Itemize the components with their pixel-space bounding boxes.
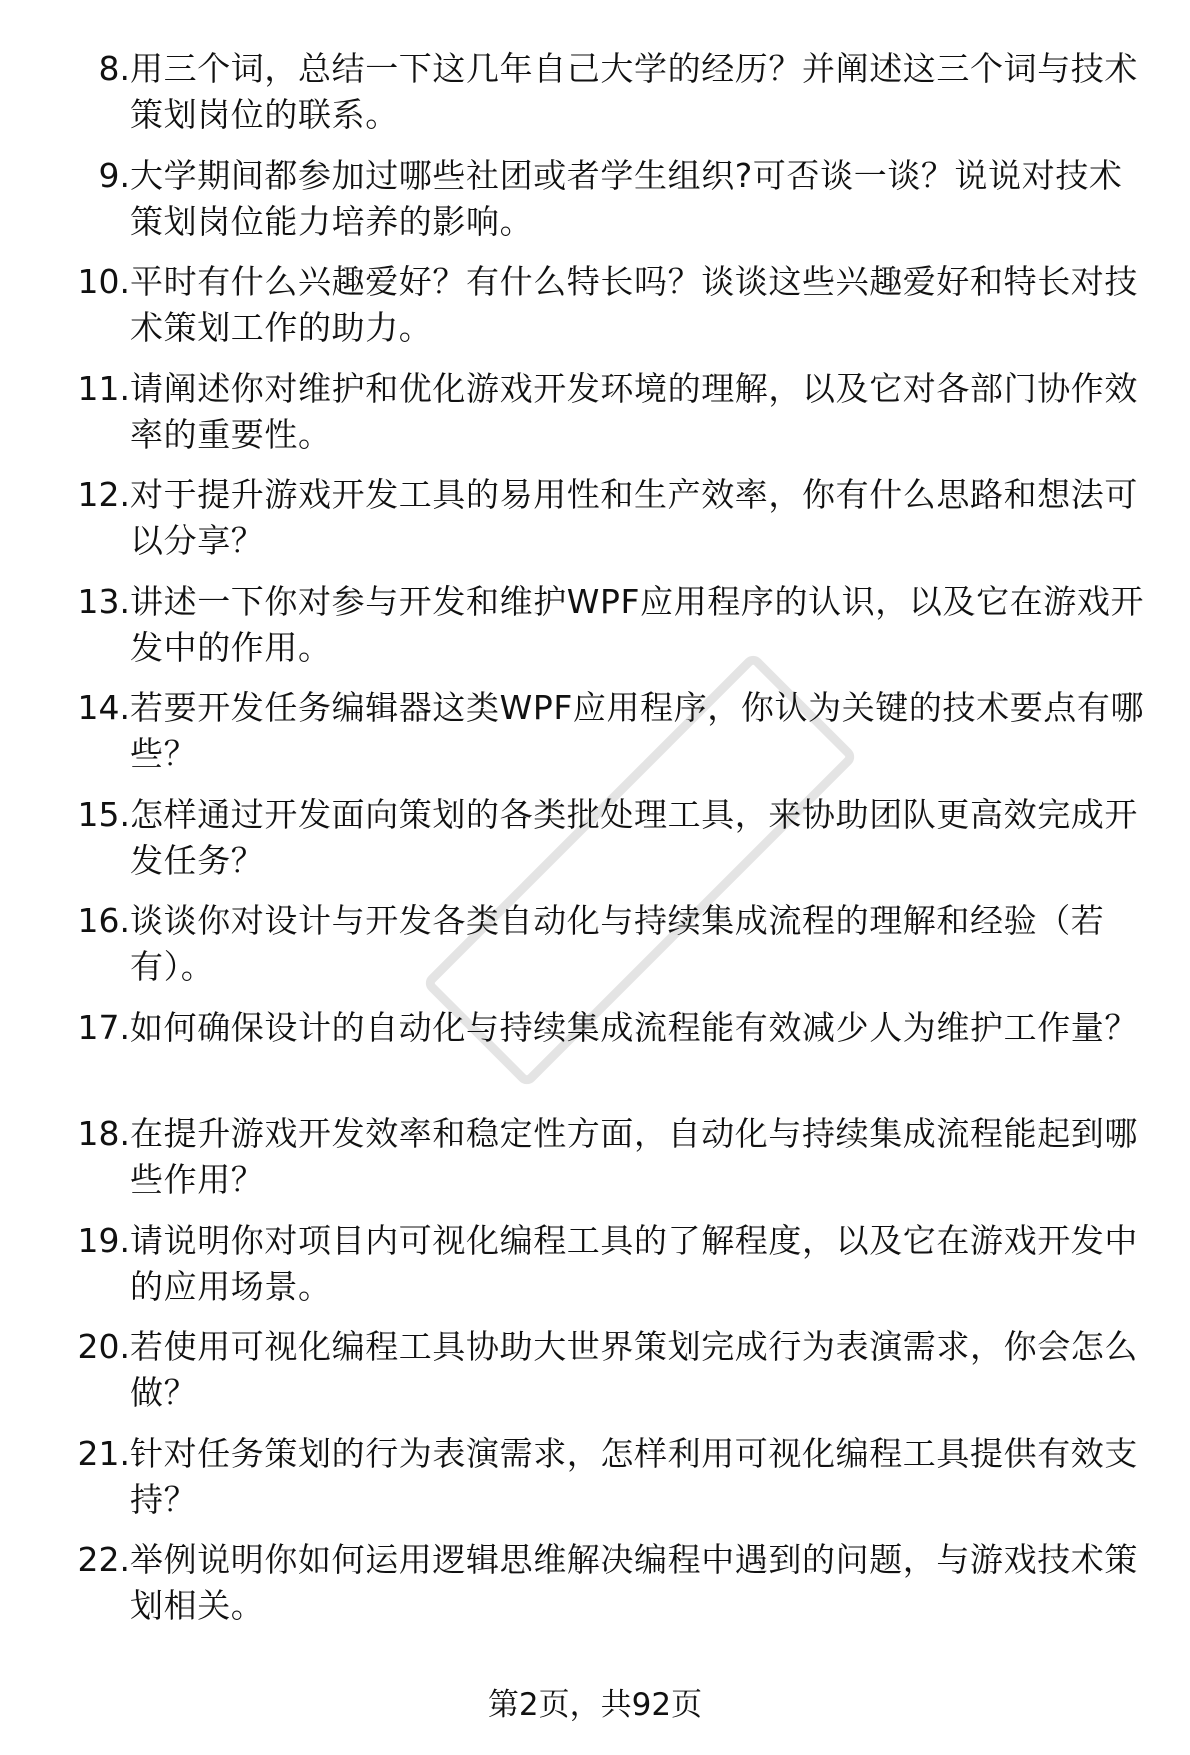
question-number: 16. [77,901,130,940]
list-item [58,579,1148,672]
question-number: 13. [77,581,130,621]
question-number: 10. [77,262,130,301]
list-item [58,1324,1148,1417]
question-number: 22. [77,1540,130,1579]
question-number: 15. [77,794,130,834]
question-text: 谈谈你对设计与开发各类自动化与持续集成流程的理解和经验（若有）。 [130,901,1105,986]
question-text: 若使用可视化编程工具协助大世界策划完成行为表演需求，你会怎么做？ [130,1327,1138,1412]
question-number: 18. [77,1114,130,1153]
list-item [58,898,1148,991]
question-text: 大学期间都参加过哪些社团或者学生组织?可否谈一谈？说说对技术策划岗位能力培养的影响。 [130,155,1123,241]
question-list [58,46,1148,1644]
list-item [58,259,1148,352]
list-item [58,1218,1148,1311]
question-text: 用三个词，总结一下这几年自己大学的经历？并阐述这三个词与技术策划岗位的联系。 [130,49,1138,134]
question-text: 请说明你对项目内可视化编程工具的了解程度，以及它在游戏开发中的应用场景。 [130,1220,1138,1306]
question-number: 11. [77,368,130,408]
question-number: 12. [77,475,130,514]
question-text: 若要开发任务编辑器这类WPF应用程序，你认为关键的技术要点有哪些？ [130,688,1145,773]
question-number: 17. [77,1007,130,1047]
question-text: 讲述一下你对参与开发和维护WPF应用程序的认识，以及它在游戏开发中的作用。 [130,581,1145,667]
question-text: 怎样通过开发面向策划的各类批处理工具，来协助团队更高效完成开发任务？ [130,794,1138,880]
list-item [58,792,1148,885]
question-text: 平时有什么兴趣爱好？有什么特长吗？谈谈这些兴趣爱好和特长对技术策划工作的助力。 [130,262,1138,347]
question-number: 20. [77,1327,130,1366]
question-number: 9. [98,155,130,195]
list-item [58,366,1148,459]
question-number: 14. [77,688,130,727]
list-item [58,1005,1148,1098]
question-text: 对于提升游戏开发工具的易用性和生产效率，你有什么思路和想法可以分享？ [130,475,1138,560]
question-number: 8. [98,49,130,88]
question-text: 如何确保设计的自动化与持续集成流程能有效减少人为维护工作量？ [130,1007,1138,1047]
list-item [58,1537,1148,1630]
list-item [58,153,1148,246]
question-text: 举例说明你如何运用逻辑思维解决编程中遇到的问题，与游戏技术策划相关。 [130,1540,1138,1625]
list-item [58,472,1148,565]
question-text: 针对任务策划的行为表演需求，怎样利用可视化编程工具提供有效支持？ [130,1433,1138,1519]
question-number: 21. [77,1433,130,1473]
question-text: 在提升游戏开发效率和稳定性方面，自动化与持续集成流程能起到哪些作用？ [130,1114,1138,1199]
question-number: 19. [77,1220,130,1260]
question-text: 请阐述你对维护和优化游戏开发环境的理解，以及它对各部门协作效率的重要性。 [130,368,1138,454]
list-item [58,685,1148,778]
list-item [58,46,1148,139]
list-item [58,1431,1148,1524]
list-item [58,1111,1148,1204]
page-footer: 第2页，共92页 [487,1687,703,1723]
